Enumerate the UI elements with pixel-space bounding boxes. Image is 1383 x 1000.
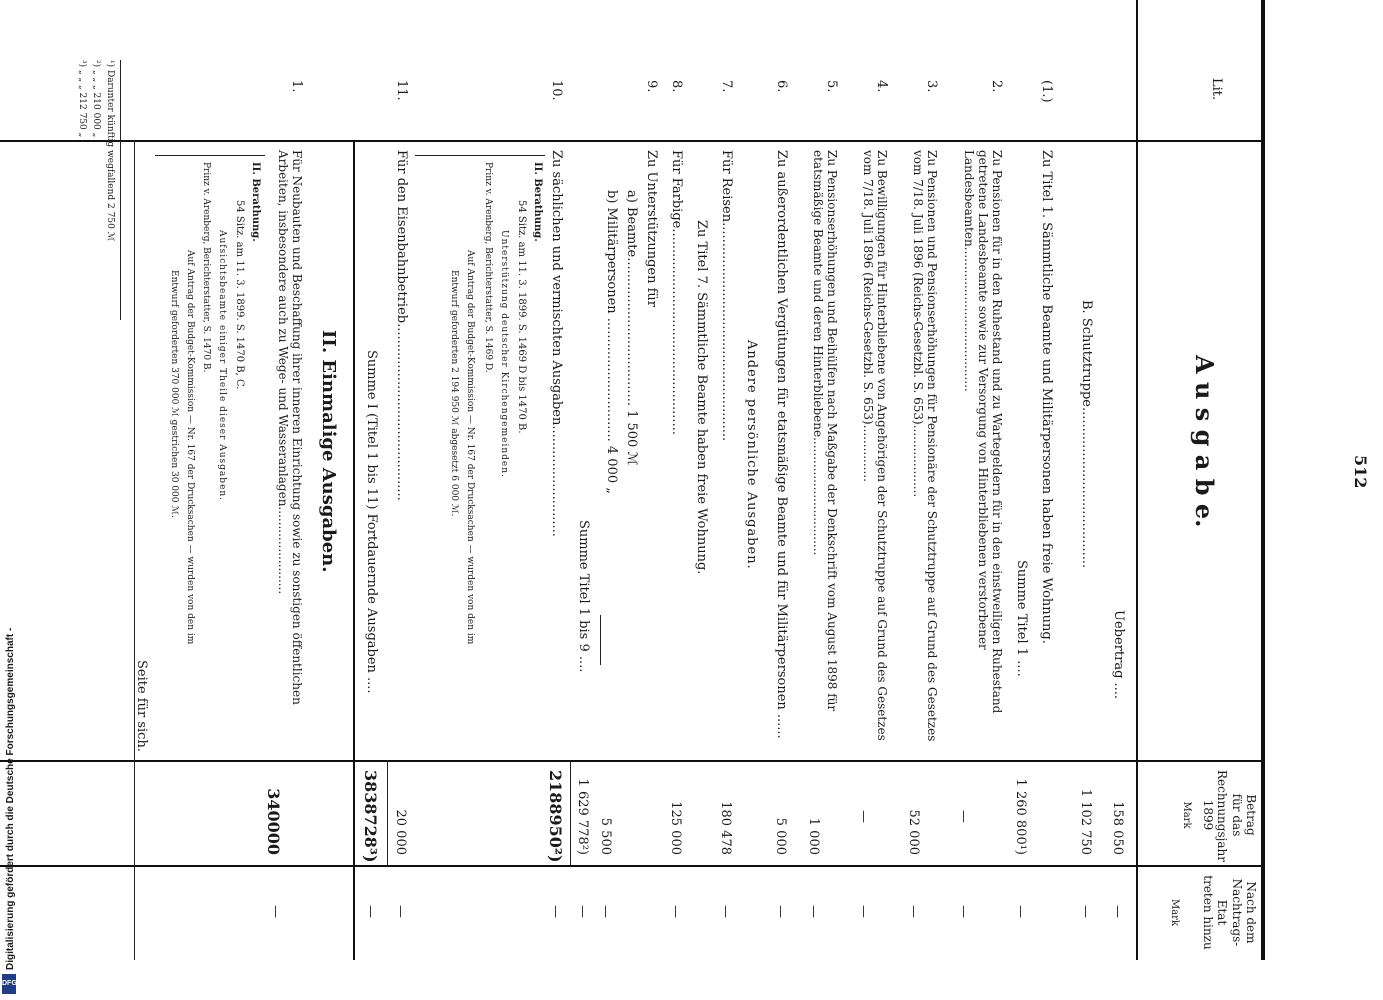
row-etat: 52 000 (906, 809, 921, 855)
row-text: a) Beamte.................................... 1 500 ℳ (624, 190, 639, 466)
row-lit: 10. (549, 80, 564, 101)
etat-header-line: Betrag (1244, 794, 1258, 836)
note-line: Entwurf geforderten 2 194 950 ℳ abgesetzt 6 000 ℳ. (449, 270, 459, 517)
header-rule-top (1261, 0, 1265, 960)
nachtrag-unit: Mark (1169, 898, 1181, 927)
row-etat: 1 000 (806, 817, 821, 855)
note-line: 54 Sitz. am 11. 3. 1899. S. 1470 B, C. (234, 200, 245, 390)
lit-header: Lit. (1209, 78, 1224, 101)
total-rule (570, 760, 571, 865)
row-nachtrag: — (1078, 905, 1093, 918)
note-line: Prinz v. Arenberg, Berichterstatter, S. 1470 B. (201, 162, 211, 373)
row-text: Für Neubauten und Beschaffung ihrer inneren Einrichtung sowie zu sonstigen öffentlichen Arbeiten, insbesondere auch zu Wege- und Wasseranlagen....................... (276, 150, 304, 705)
row-lit: 8. (669, 80, 684, 93)
row-nachtrag: — (718, 905, 733, 918)
row-lit: 2. (989, 80, 1004, 93)
row-text: Summe I (Titel 1 bis 11) Fortdauernde Ausgaben .... (364, 350, 379, 694)
footnote: ³) „ „ „ 212 750 „ (77, 60, 87, 138)
row-text: Zu Titel 1. Sämmtliche Beamte und Militärpersonen haben freie Wohnung. (1039, 150, 1054, 644)
row-etat: 2188950²) (546, 770, 565, 863)
row-text: Für den Eisenbahnbetrieb........................................... (394, 150, 409, 501)
nachtrag-header-line: treten hinzu (1200, 875, 1215, 950)
row-lit: 3. (924, 80, 939, 93)
footnote: ¹) Darunter künftig wegfallend 2 750 ℳ (105, 60, 115, 242)
row-text: Zu Titel 7. Sämmtliche Beamte haben freie Wohnung. (694, 220, 709, 575)
row-nachtrag: — (393, 905, 408, 918)
etat-header-line: 1899 (1200, 799, 1215, 831)
row-text: Zu Pensionserhöhungen und Beihülfen nach Maßgabe der Denkschrift vom August 1898 für etatsmäßige Beamte und deren Hinterbliebene............................... (811, 150, 839, 712)
row-lit: 4. (874, 80, 889, 93)
row-lit: 7. (719, 80, 734, 93)
row-text: Summe Titel 1 .... (1014, 560, 1029, 677)
page-bottom-rule (134, 140, 135, 960)
row-text: Summe Titel 1 bis 9 .... (576, 520, 591, 673)
credit-text: Digitalisierung gefördert durch die Deutsche Forschungsgemeinschaft - (5, 627, 16, 970)
row-etat: 5 500 (598, 817, 613, 855)
page-number: 512 (1351, 455, 1370, 489)
note-line: Entwurf geforderten 370 000 ℳ gestrichen 30 000 ℳ. (169, 270, 179, 518)
row-lit: 5. (824, 80, 839, 93)
section-heading: Andere persönliche Ausgaben. (744, 340, 759, 570)
digitization-credit (0, 600, 18, 1000)
row-nachtrag: — (1110, 905, 1125, 918)
dfg-logo: DFG (2, 974, 16, 994)
row-etat: 1 102 750 (1078, 788, 1093, 855)
row-nachtrag: — (773, 905, 788, 918)
section-heading: II. Einmalige Ausgaben. (318, 330, 339, 573)
subtotal-rule (600, 615, 601, 665)
etat-column-line (0, 760, 1265, 762)
row-lit: 11. (394, 80, 409, 101)
row-etat: — (956, 810, 971, 823)
row-etat: 3838728³) (361, 770, 380, 863)
footnote-rule (120, 60, 121, 320)
row-text: Zu Bewilligungen für Hinterbliebene von Angehörigen der Schutztruppe auf Grund des Gesetzes vom 7/18. Juli 1896 (Reichs-Gesetzbl. S. 653)............... (861, 150, 889, 741)
note-bracket (415, 155, 545, 156)
row-etat: 1 260 800¹) (1013, 778, 1028, 855)
row-text: Zu Pensionen für in den Ruhestand und zu Wartegeldern für in den einstweiligen Ruhestand getretene Landesbeamte sowie zur Versorgung von Hinterbliebenen verstorbener Landesbeamten...................................... (962, 150, 1004, 714)
row-lit: 9. (644, 80, 659, 93)
note-heading: II. Berathung. (532, 162, 543, 242)
row-lit: 6. (774, 80, 789, 93)
row-etat: 20 000 (393, 809, 408, 855)
etat-unit: Mark (1181, 801, 1193, 829)
row-etat: 180 478 (718, 801, 733, 855)
etat-header-line: für das (1229, 793, 1244, 837)
row-text: Uebertrag .... (1111, 610, 1126, 700)
row-nachtrag: — (1013, 905, 1028, 918)
row-lit: 1. (289, 80, 304, 93)
row-text: B. Schutztruppe....................................... (1079, 300, 1094, 569)
row-nachtrag: — (906, 905, 921, 918)
row-etat: 5 000 (773, 817, 788, 855)
row-text: Für Farbige.................................................. (669, 150, 684, 435)
footnote: ²) „ „ „ 210 000 „ (91, 60, 101, 138)
row-lit: (1.) (1039, 80, 1054, 103)
etat-header-line: Rechnungsjahr (1215, 770, 1230, 862)
row-nachtrag: — (806, 905, 821, 918)
row-text: Seite für sich. (134, 660, 149, 752)
note-heading: II. Berathung. (250, 162, 261, 242)
note-bracket (155, 155, 265, 156)
row-etat: 158 050 (1110, 801, 1125, 855)
row-nachtrag: — (856, 905, 871, 918)
lit-column-line (0, 140, 1265, 142)
row-nachtrag: — (268, 905, 283, 918)
sum-rule (387, 760, 388, 865)
row-text: Zu Unterstützungen für (644, 150, 659, 308)
page-title: A u s g a b e. (1190, 355, 1219, 528)
row-nachtrag: — (548, 905, 563, 918)
section-rule (353, 140, 355, 960)
row-etat: 340000 (264, 788, 283, 855)
row-text: Für Reisen..................................................... (719, 150, 734, 442)
nachtrag-header-line: Nach dem (1244, 881, 1258, 944)
row-nachtrag: — (598, 905, 613, 918)
row-nachtrag: — (668, 905, 683, 918)
row-etat: — (856, 810, 871, 823)
note-line: Unterstützung deutscher Kirchengemeinden. (499, 230, 509, 478)
note-line: 54 Sitz. am 11. 3. 1899. S. 1469 D bis 1470 B. (516, 200, 527, 434)
header-rule-bottom (1136, 0, 1138, 960)
row-nachtrag: — (363, 905, 378, 918)
row-etat: 125 000 (668, 801, 683, 855)
nachtrag-header-line: Nachtrags-Etat (1215, 878, 1244, 947)
note-line: Auf Antrag der Budget-Kommission — Nr. 167 der Drucksachen — wurden von den im (465, 250, 475, 645)
row-nachtrag: — (575, 905, 590, 918)
row-etat: 1 629 778²) (575, 778, 590, 855)
row-nachtrag: — (956, 905, 971, 918)
note-line: Auf Antrag der Budget-Kommission — Nr. 167 der Drucksachen — wurden von den im (185, 250, 195, 645)
etat-column-header (1180, 770, 1258, 860)
note-line: Prinz v. Arenberg, Berichterstatter, S. 1469 D. (483, 162, 493, 373)
nachtrag-column-header (1168, 870, 1258, 955)
nachtrag-column-line (0, 865, 1265, 867)
row-text: b) Militärpersonen .............................. 4 000 „ (604, 190, 619, 494)
row-text: Zu außerordentlichen Vergütungen für etatsmäßige Beamte und für Militärpersonen ...... (774, 150, 789, 739)
note-line: Aufsichtsbeamte einiger Theile dieser Ausgaben. (217, 230, 227, 502)
row-text: Zu sächlichen und vermischten Ausgaben........................... (549, 150, 564, 537)
row-text: Zu Pensionen und Pensionserhöhungen für Pensionäre der Schutztruppe auf Grund des Gesetzes vom 7/18. Juli 1896 (Reichs-Gesetzbl. S. 653)................... (911, 150, 939, 742)
